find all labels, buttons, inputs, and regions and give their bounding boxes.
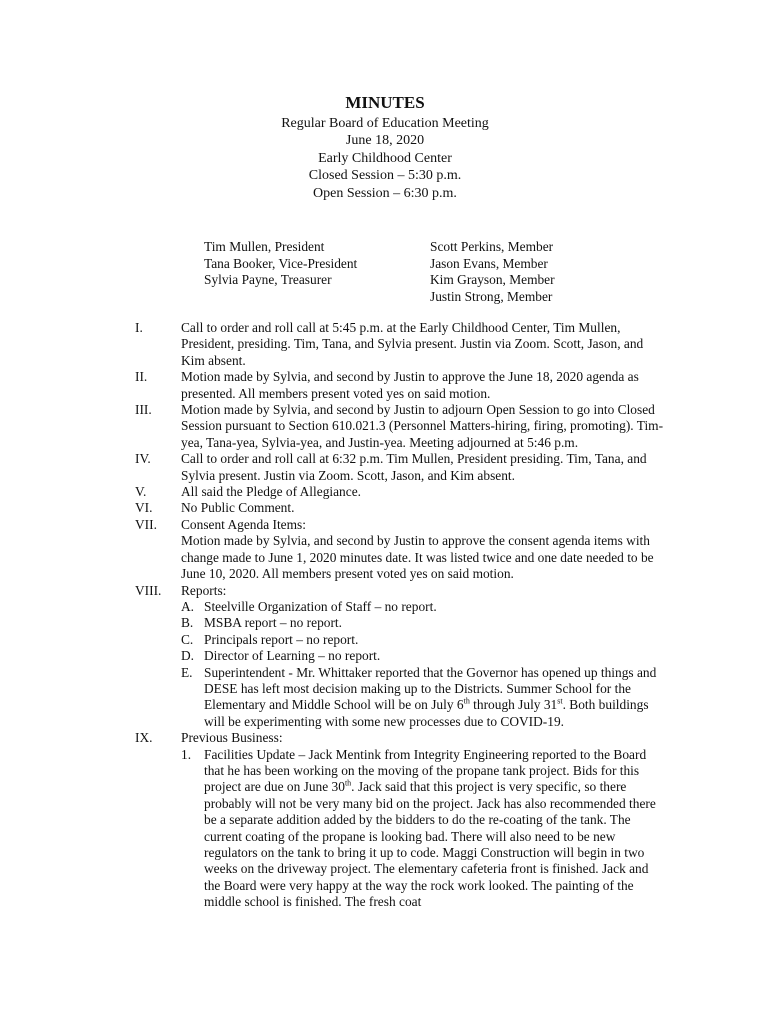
item-text: Motion made by Sylvia, and second by Justin to adjourn Open Session to go into Closed Session pursuant to Section 610.021.3 (Personnel Matters-hiring, firing, promoting). Tim-yea, Tana-yea, Sylvia-yea, and Justin-yea. Meeting adjourned at 5:46 p.m.: [181, 402, 664, 450]
sub-text-part: Superintendent - Mr. Whittaker reported that the Governor has opened up things and DESE has left most decision making up to the Districts. Summer School for the Elementary and Middle School will be on July 6: [204, 664, 657, 713]
item-number: IX.: [135, 730, 153, 746]
business-item: [181, 747, 665, 911]
meeting-type: Regular Board of Education Meeting: [281, 116, 489, 131]
report-item: [181, 665, 665, 731]
item-number: IV.: [135, 451, 151, 467]
sub-letter: D.: [181, 648, 195, 664]
item-heading: Reports:: [181, 582, 227, 598]
officers-list: [204, 239, 357, 289]
item-text: No Public Comment.: [181, 500, 295, 516]
sub-text-part: Facilities Update – Jack Mentink from Integrity Engineering reported to the Board that he has been working on the moving of the propane tank project. Bids for this project are due on June 30: [204, 746, 647, 795]
item-text: Call to order and roll call at 5:45 p.m. at the Early Childhood Center, Tim Mullen, President, presiding. Tim, Tana, and Sylvia present. Justin via Zoom. Scott, Jason, and Kim absent.: [181, 320, 644, 368]
sub-letter: B.: [181, 615, 194, 631]
roster-entry: Tana Booker, Vice-President: [204, 255, 358, 271]
item-number: VI.: [135, 500, 153, 516]
agenda-item: [135, 500, 665, 516]
open-session-time: Open Session – 6:30 p.m.: [313, 185, 457, 201]
item-text: All said the Pledge of Allegiance.: [181, 484, 361, 500]
item-number: V.: [135, 484, 147, 500]
agenda-items: [135, 320, 665, 911]
superscript: th: [463, 696, 470, 706]
roster-entry: Jason Evans, Member: [430, 255, 548, 271]
item-text: Call to order and roll call at 6:32 p.m. Tim Mullen, President presiding. Tim, Tana, and Sylvia present. Justin via Zoom. Scott, Jason, and Kim absent.: [181, 451, 647, 483]
item-number: VII.: [135, 516, 157, 532]
sub-text-part: . Jack said that this project is very specific, so there probably will not be very many bid on the project. Jack has also recommended there be a separate addition added by the bidders to do the re-coating of the tank. The current coating of the propane is looking bad. There will also need to be new regulators on the tank to bring it up to code. Maggi Construction will begin in two weeks on the driveway project. The elementary cafeteria front is finished. Jack and the Board were very happy at the way the rock work looked. The painting of the middle school is finished. The fresh coat: [204, 779, 656, 910]
sub-text-part: through July 31: [469, 697, 558, 713]
sub-text: Director of Learning – no report.: [204, 648, 381, 664]
agenda-item: [135, 484, 665, 500]
report-item: [181, 632, 665, 648]
agenda-item: [135, 402, 665, 451]
reports-section: [135, 583, 665, 731]
item-text: Motion made by Sylvia, and second by Justin to approve the June 18, 2020 agenda as presented. All members present voted yes on said motion.: [181, 369, 639, 401]
roster-entry: Sylvia Payne, Treasurer: [204, 272, 332, 288]
report-item: [181, 648, 665, 664]
sub-text: MSBA report – no report.: [204, 615, 342, 631]
item-heading: Previous Business:: [181, 730, 283, 746]
agenda-item: [135, 451, 665, 484]
roster-entry: Tim Mullen, President: [204, 239, 325, 254]
report-item: [181, 615, 665, 631]
roster-entry: Kim Grayson, Member: [430, 272, 555, 288]
agenda-item: [135, 517, 665, 583]
item-number: II.: [135, 369, 148, 385]
sub-text: Steelville Organization of Staff – no report.: [204, 598, 437, 614]
roster-entry: Justin Strong, Member: [430, 288, 553, 304]
sub-number: 1.: [181, 746, 192, 762]
previous-business-section: [135, 730, 665, 910]
sub-letter: A.: [181, 598, 195, 614]
superscript: st: [557, 696, 563, 706]
item-heading: Consent Agenda Items:: [181, 516, 306, 532]
sub-letter: C.: [181, 631, 194, 647]
report-item: [181, 599, 665, 615]
item-number: III.: [135, 402, 152, 418]
agenda-item: [135, 369, 665, 402]
sub-letter: E.: [181, 664, 193, 680]
meeting-date: June 18, 2020: [345, 133, 425, 149]
closed-session-time: Closed Session – 5:30 p.m.: [308, 168, 462, 184]
sub-text-part: . Both buildings will be experimenting with some new processes due to COVID-19.: [204, 697, 649, 729]
item-number: I.: [135, 320, 143, 335]
document-title: MINUTES: [345, 93, 425, 112]
meeting-location: Early Childhood Center: [318, 150, 452, 166]
members-list: [430, 239, 555, 305]
sub-text: Principals report – no report.: [204, 631, 359, 647]
roster-entry: Scott Perkins, Member: [430, 239, 554, 254]
superscript: th: [344, 778, 352, 788]
document-header: [0, 93, 770, 202]
item-number: VIII.: [135, 582, 162, 598]
agenda-item: [135, 320, 665, 369]
item-body: Motion made by Sylvia, and second by Justin to approve the consent agenda items with change made to June 1, 2020 minutes date. It was listed twice and one date needed to be June 10, 2020. All members present voted yes on said motion.: [181, 533, 654, 582]
